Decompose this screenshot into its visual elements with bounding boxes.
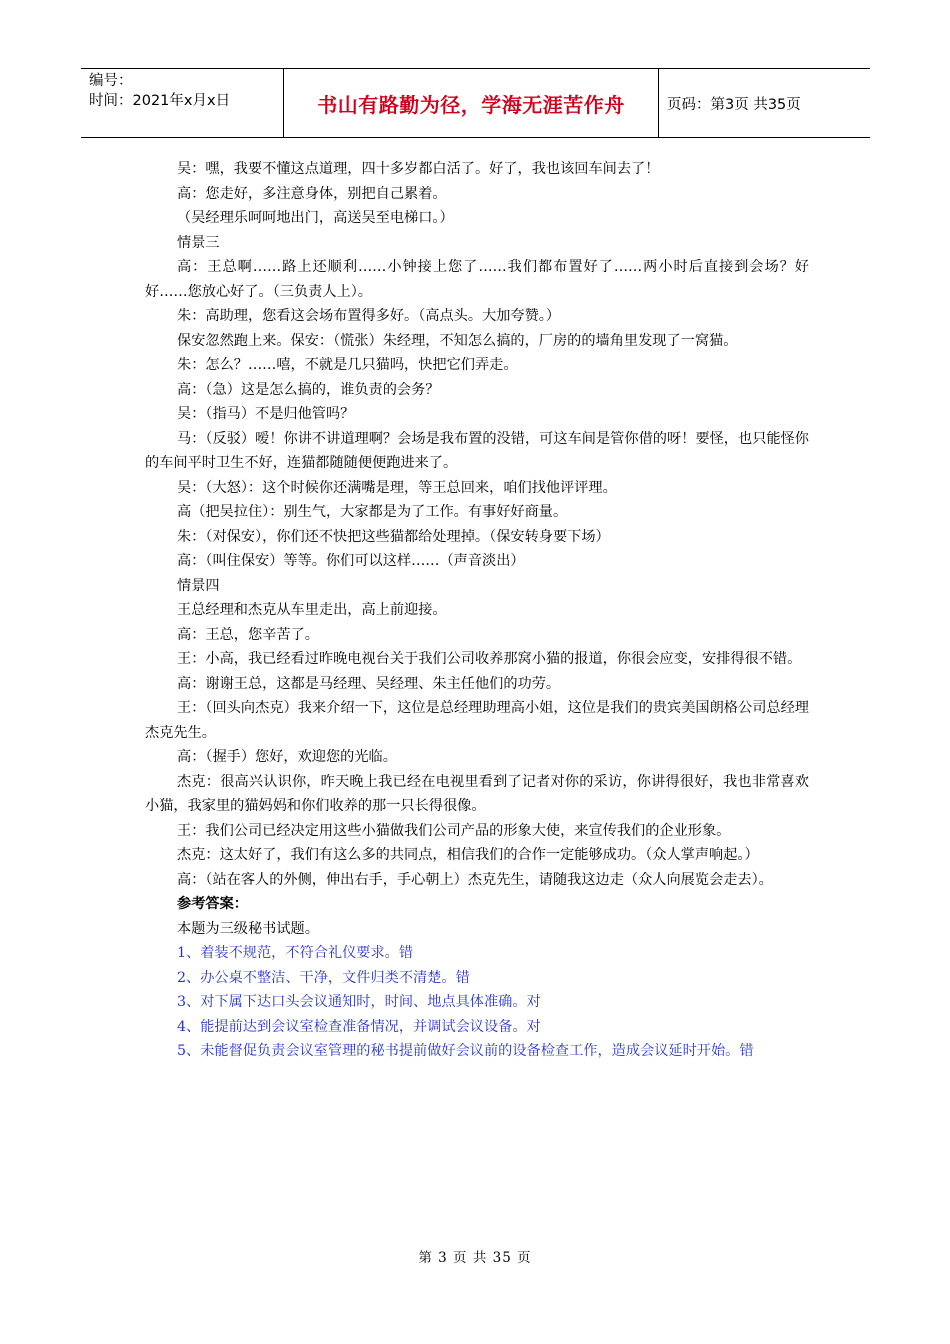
- paragraph: 杰克：很高兴认识你，昨天晚上我已经在电视里看到了记者对你的采访，你讲得很好，我也非常喜欢小猫，我家里的猫妈妈和你们收养的那一只长得很像。: [145, 773, 809, 814]
- paragraph: 吴：（指马）不是归他管吗？: [177, 406, 355, 422]
- paragraph: 马：（反驳）嗳！你讲不讲道理啊？会场是我布置的没错，可这车间是管你借的呀！要怪，也只能怪你的车间平时卫生不好，连猫都随随便便跑进来了。: [145, 430, 809, 471]
- header-meta: [81, 69, 283, 137]
- paragraph: 高：王总啊……路上还顺利……小钟接上您了……我们都布置好了……两小时后直接到会场？好好……您放心好了。（三负责人上）。: [145, 259, 809, 300]
- paragraph: 高：（握手）您好，欢迎您的光临。: [177, 749, 397, 765]
- paragraph: 保安忽然跑上来。保安：（慌张）朱经理，不知怎么搞的，厂房的的墙角里发现了一窝猫。: [177, 332, 738, 349]
- paragraph: 王：小高，我已经看过昨晚电视台关于我们公司收养那窝小猫的报道，你很会应变，安排得很不错。: [177, 651, 802, 667]
- paragraph: 高：（叫住保安）等等。你们可以这样……（声音淡出）: [177, 553, 525, 569]
- document-body: [145, 157, 809, 1064]
- paragraph: 王：我们公司已经决定用这些小猫做我们公司产品的形象大使，来宣传我们的企业形象。: [177, 822, 731, 839]
- paragraph: 情景三: [177, 234, 220, 251]
- paragraph: 高：（站在客人的外侧，伸出右手，手心朝上）杰克先生，请随我这边走（众人向展览会走去）。: [177, 871, 773, 888]
- paragraph: 1、着装不规范，不符合礼仪要求。错: [177, 945, 414, 961]
- paragraph: 高：您走好，多注意身体，别把自己累着。: [177, 185, 447, 202]
- paragraph: 高（把吴拉住）：别生气，大家都是为了工作。有事好好商量。: [177, 504, 568, 520]
- header-motto: 书山有路勤为径，学海无涯苦作舟: [283, 69, 659, 137]
- paragraph: 王总经理和杰克从车里走出，高上前迎接。: [177, 602, 447, 618]
- code-label: 编号：: [89, 73, 133, 89]
- paragraph: 吴：（大怒）：这个时候你还满嘴是理，等王总回来，咱们找他评评理。: [177, 479, 617, 496]
- page-footer: 第 3 页 共 35 页: [418, 1250, 532, 1266]
- paragraph: 朱：高助理，您看这会场布置得多好。（高点头。大加夸赞。）: [177, 308, 561, 324]
- paragraph: （吴经理乐呵呵地出门，高送吴至电梯口。）: [177, 210, 454, 226]
- paragraph: 本题为三级秘书试题。: [177, 920, 319, 937]
- paragraph: 3、对下属下达口头会议通知时，时间、地点具体准确。对: [177, 994, 541, 1010]
- paragraph: 高：王总，您辛苦了。: [177, 626, 319, 643]
- paragraph: 情景四: [177, 577, 220, 594]
- date-label: 时间：2021年x月x日: [89, 93, 231, 109]
- paragraph: 王：（回头向杰克）我来介绍一下，这位是总经理助理高小姐，这位是我们的贵宾美国朗格公司总经理杰克先生。: [145, 700, 809, 741]
- page-header: [81, 68, 870, 138]
- paragraph: 2、办公桌不整洁、干净，文件归类不清楚。错: [177, 969, 470, 986]
- header-page-label: 页码：第3页 共35页: [667, 96, 801, 113]
- paragraph: 5、未能督促负责会议室管理的秘书提前做好会议前的设备检查工作，造成会议延时开始。错: [177, 1043, 754, 1059]
- paragraph: 高：谢谢王总，这都是马经理、吴经理、朱主任他们的功劳。: [177, 675, 561, 692]
- paragraph: 高：（急）这是怎么搞的，谁负责的会务？: [177, 381, 440, 398]
- paragraph: 4、能提前达到会议室检查准备情况，并调试会议设备。对: [177, 1018, 541, 1035]
- section-heading: 参考答案：: [177, 896, 248, 912]
- paragraph: 杰克：这太好了，我们有这么多的共同点，相信我们的合作一定能够成功。（众人掌声响起。）: [177, 847, 759, 863]
- paragraph: 朱：怎么？……嘻，不就是几只猫吗，快把它们弄走。: [177, 357, 518, 373]
- paragraph: 朱：（对保安），你们还不快把这些猫都给处理掉。（保安转身要下场）: [177, 528, 610, 545]
- paragraph: 吴：嘿，我要不懂这点道理，四十多岁都白活了。好了，我也该回车间去了！: [177, 161, 660, 177]
